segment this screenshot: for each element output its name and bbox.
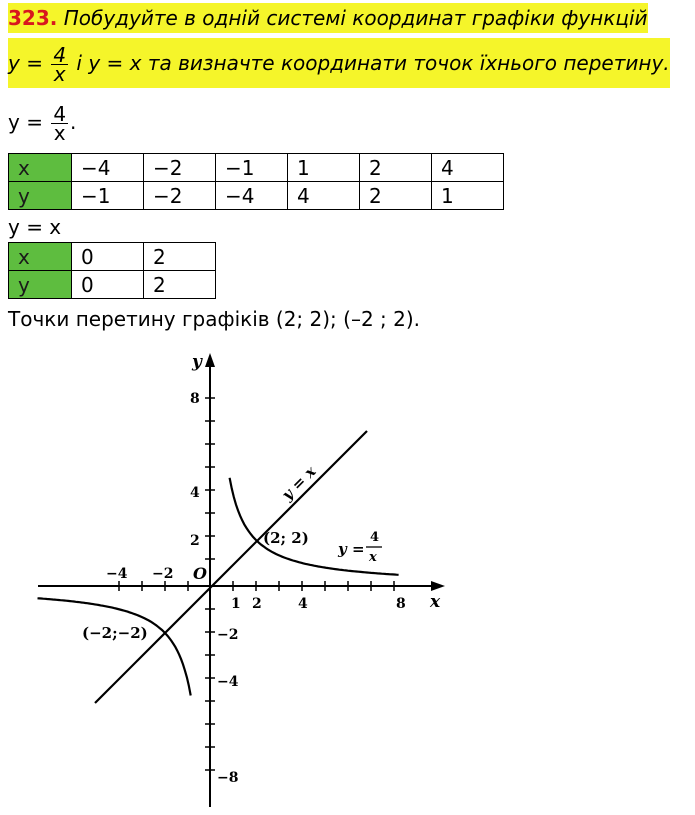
y-tick-label: 2: [190, 533, 200, 549]
task-line-1: [8, 3, 648, 33]
y-tick-label: −2: [217, 627, 239, 643]
table1-x-cell: −1: [216, 154, 288, 182]
table2-y-label: y: [9, 271, 72, 299]
x-tick-label: 4: [298, 596, 308, 612]
y-tick-label: −4: [217, 674, 239, 690]
func2-heading: y = x: [8, 215, 62, 239]
table1-x-cell: −4: [72, 154, 144, 182]
func1-den: x: [53, 121, 66, 145]
func1-fraction: [51, 102, 68, 145]
task-text-1: Побудуйте в одній системі координат графіки функцій: [63, 6, 648, 30]
x-tick-label: 8: [396, 596, 406, 612]
table1-y-cell: −4: [216, 182, 288, 210]
y-tick-label: 4: [190, 485, 200, 501]
table2-x-cell: 0: [72, 243, 144, 271]
hyperbola-label-den: x: [369, 550, 377, 565]
x-axis-arrow: [431, 581, 445, 591]
table1-x-label: x: [9, 154, 72, 182]
table1-x-cell: 4: [432, 154, 504, 182]
x-tick-label: −2: [152, 566, 174, 582]
task-fraction-num: 4: [53, 43, 67, 67]
table1-x-cell: −2: [144, 154, 216, 182]
table1-y-cell: 2: [360, 182, 432, 210]
task-line-2: [8, 38, 670, 88]
hyperbola-branch-negative: [38, 598, 191, 695]
table1-x-cell: 1: [288, 154, 360, 182]
table1-y-cell: −2: [144, 182, 216, 210]
line-label: y = x: [278, 462, 320, 504]
function-graph: [0, 345, 695, 815]
func1-suffix: .: [70, 110, 77, 134]
table2-x-label: x: [9, 243, 72, 271]
y-tick-label: −8: [217, 770, 239, 786]
hyperbola-label-prefix: y =: [338, 540, 365, 558]
table1-x-cell: 2: [360, 154, 432, 182]
y-tick-label: 8: [190, 391, 200, 407]
intersection-label-b: (−2;−2): [82, 624, 148, 642]
func1-heading: [8, 95, 76, 149]
func1-num: 4: [53, 102, 67, 126]
table1-row-y: [9, 182, 504, 210]
table2-row-y: [9, 271, 216, 299]
x-tick-label: −4: [106, 566, 128, 582]
table2-row-x: [9, 243, 216, 271]
values-table-2: [8, 242, 216, 299]
intersection-label-a: (2; 2): [263, 529, 309, 547]
func1-prefix: y =: [8, 110, 43, 134]
table2-y-cell: 0: [72, 271, 144, 299]
hyperbola-label-num: 4: [370, 530, 380, 545]
table1-y-label: y: [9, 182, 72, 210]
task-text-2b: і y = x та визначте координати точок їхнього перетину.: [76, 51, 670, 75]
table1-row-x: [9, 154, 504, 182]
x-tick-label: 2: [252, 596, 262, 612]
y-axis-arrow: [205, 353, 215, 367]
task-number: 323.: [8, 6, 58, 30]
x-tick-label: 1: [231, 596, 241, 612]
task-text-2a: y =: [8, 51, 43, 75]
y-axis-label: y: [192, 352, 202, 372]
table2-y-cell: 2: [144, 271, 216, 299]
x-axis-label: x: [430, 592, 441, 612]
origin-label: O: [193, 564, 207, 583]
table1-y-cell: 4: [288, 182, 360, 210]
task-fraction-den: x: [53, 62, 66, 86]
table2-x-cell: 2: [144, 243, 216, 271]
table1-y-cell: −1: [72, 182, 144, 210]
table1-y-cell: 1: [432, 182, 504, 210]
answer-text: Точки перетину графіків (2; 2); (–2 ; 2).: [8, 307, 421, 331]
task-fraction: [51, 43, 68, 86]
values-table-1: [8, 153, 504, 210]
